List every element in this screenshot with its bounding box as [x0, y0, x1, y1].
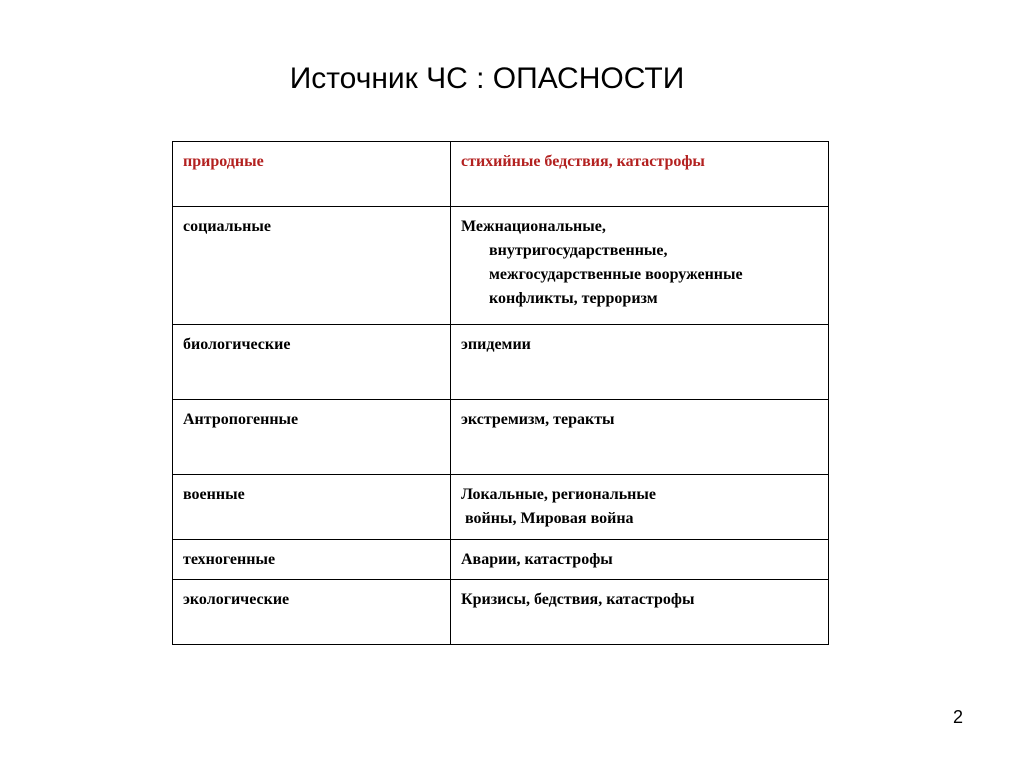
hazard-cell	[451, 540, 829, 580]
table-row	[173, 400, 829, 475]
hazard-cell	[451, 325, 829, 400]
source-cell: природные	[173, 142, 451, 207]
table-row	[173, 580, 829, 645]
hazard-cell	[451, 400, 829, 475]
slide-title	[0, 62, 1024, 96]
slide-title-text: Источник ЧС : ОПАСНОСТИ	[289, 62, 685, 95]
hazard-line: Локальные, региональные	[461, 486, 656, 503]
hazard-cell	[451, 475, 829, 540]
hazard-line: войны, Мировая война	[465, 510, 634, 527]
hazard-cell	[451, 142, 829, 207]
hazards-table	[172, 141, 829, 645]
hazard-line: конфликты, терроризм	[489, 290, 658, 307]
source-cell: экологические	[173, 580, 451, 645]
table-row	[173, 207, 829, 325]
table-row	[173, 475, 829, 540]
source-cell: социальные	[173, 207, 451, 325]
hazard-line: Кризисы, бедствия, катастрофы	[461, 591, 695, 608]
hazard-cell	[451, 207, 829, 325]
table-row	[173, 540, 829, 580]
hazard-line: Аварии, катастрофы	[461, 551, 613, 568]
hazard-line: стихийные бедствия, катастрофы	[461, 153, 705, 170]
hazard-line: внутригосударственные,	[489, 242, 668, 259]
hazard-cell	[451, 580, 829, 645]
source-cell: биологические	[173, 325, 451, 400]
page-number: 2	[953, 707, 964, 727]
table-row	[173, 325, 829, 400]
source-cell: Антропогенные	[173, 400, 451, 475]
hazard-line: эпидемии	[461, 336, 531, 353]
table-row	[173, 142, 829, 207]
hazard-line: экстремизм, теракты	[461, 411, 615, 428]
source-cell: военные	[173, 475, 451, 540]
source-cell: техногенные	[173, 540, 451, 580]
hazard-line: межгосударственные вооруженные	[489, 266, 743, 283]
hazard-line: Межнациональные,	[461, 218, 606, 235]
